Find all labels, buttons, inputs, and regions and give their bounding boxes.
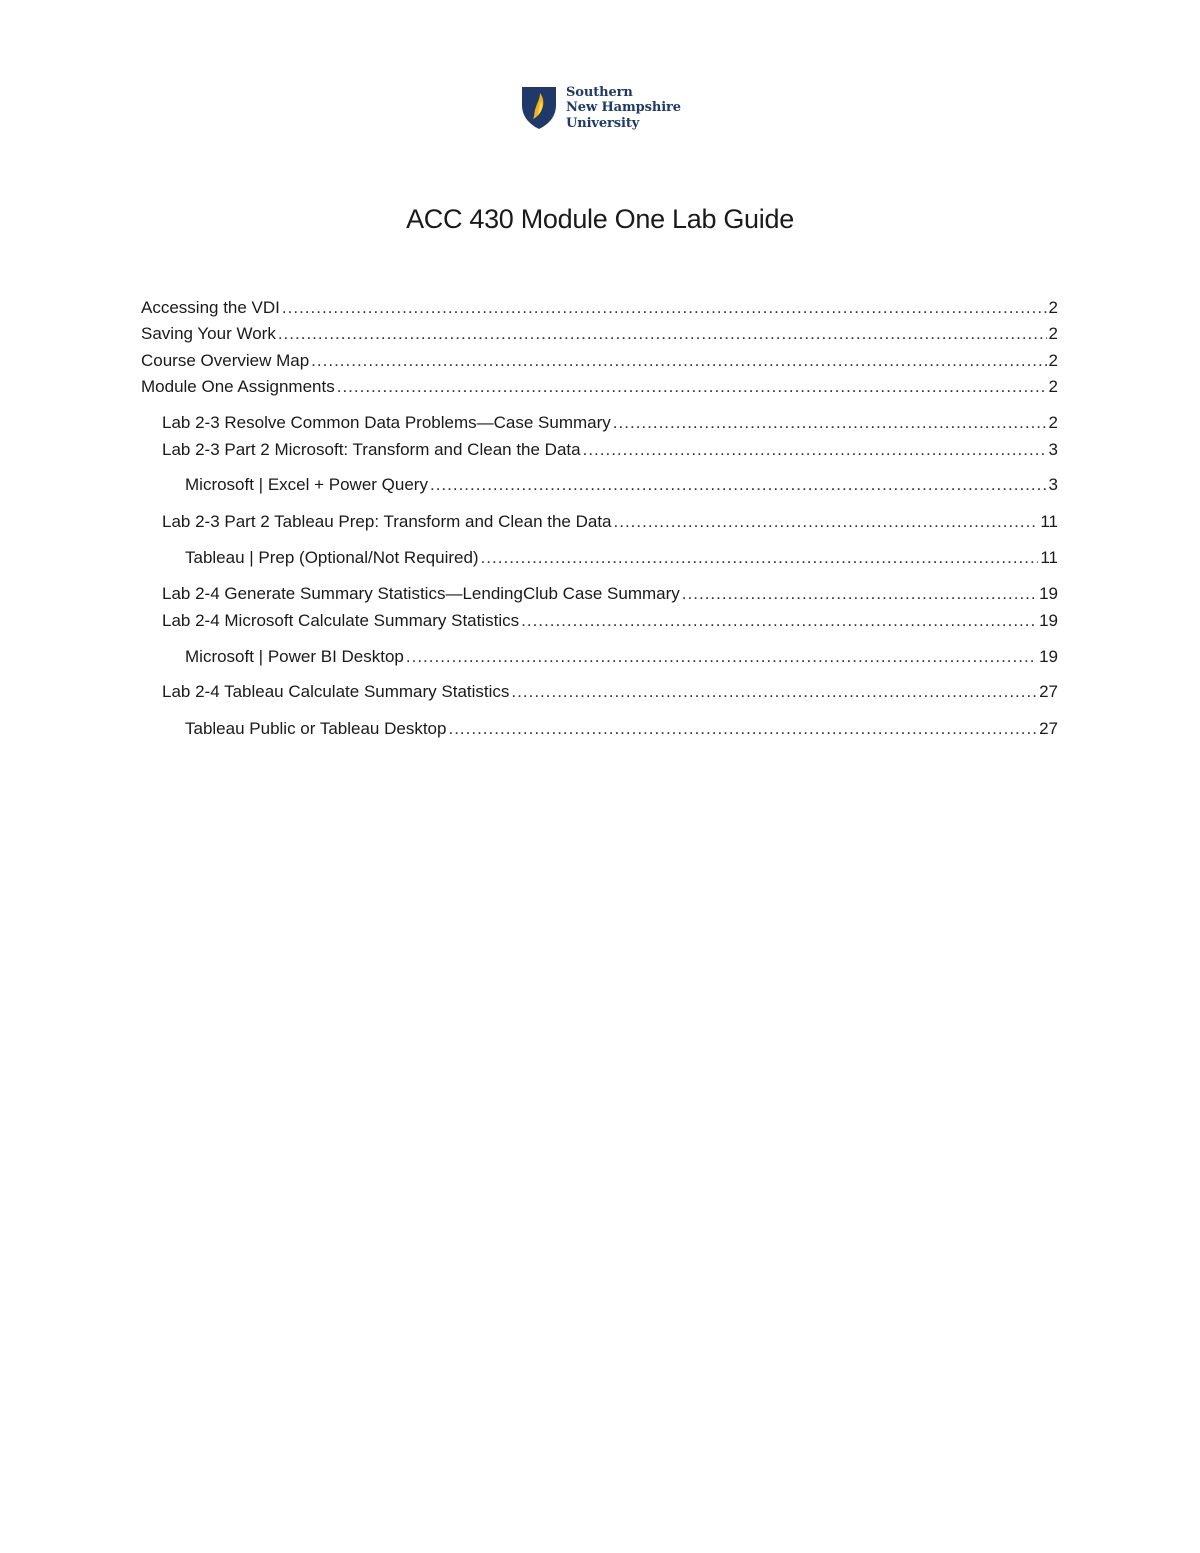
toc-leader-dots bbox=[337, 376, 1047, 398]
toc-entry-text: Module One Assignments bbox=[141, 377, 335, 396]
toc-leader-dots bbox=[278, 323, 1047, 345]
toc-entry[interactable] bbox=[162, 439, 1058, 461]
toc-entry[interactable] bbox=[162, 583, 1058, 605]
toc-entry[interactable] bbox=[185, 718, 1058, 740]
logo-wordmark bbox=[566, 85, 681, 132]
toc-entry-text: Lab 2-3 Part 2 Tableau Prep: Transform and Clean the Data bbox=[162, 512, 612, 531]
toc-page-number: 19 bbox=[1039, 584, 1058, 603]
toc-entry-text: Accessing the VDI bbox=[141, 298, 280, 317]
toc-entry-text: Microsoft | Power BI Desktop bbox=[185, 647, 404, 666]
toc-page-number: 27 bbox=[1039, 682, 1058, 701]
logo-line-3: University bbox=[566, 115, 640, 131]
logo-line-1: Southern bbox=[566, 84, 633, 100]
toc-entry[interactable] bbox=[185, 646, 1058, 668]
toc-leader-dots bbox=[583, 439, 1047, 461]
toc-leader-dots bbox=[613, 412, 1047, 434]
toc-entry[interactable] bbox=[162, 610, 1058, 632]
toc-page-number: 2 bbox=[1048, 324, 1058, 343]
logo-line-2: New Hampshire bbox=[566, 100, 681, 116]
toc-entry[interactable] bbox=[185, 474, 1058, 496]
toc-entry-text: Lab 2-4 Generate Summary Statistics—LendingClub Case Summary bbox=[162, 584, 680, 603]
toc-leader-dots bbox=[448, 718, 1037, 740]
toc-leader-dots bbox=[521, 610, 1037, 632]
toc-entry[interactable] bbox=[141, 376, 1058, 398]
toc-leader-dots bbox=[481, 547, 1039, 569]
toc-page-number: 2 bbox=[1048, 413, 1058, 432]
toc-page-number: 3 bbox=[1048, 475, 1058, 494]
toc-leader-dots bbox=[614, 511, 1039, 533]
toc-entry-text: Tableau Public or Tableau Desktop bbox=[185, 719, 447, 738]
toc-leader-dots bbox=[511, 681, 1037, 703]
toc-page-number: 2 bbox=[1048, 298, 1058, 317]
toc-entry[interactable] bbox=[185, 547, 1058, 569]
toc-entry[interactable] bbox=[162, 511, 1058, 533]
toc-page-number: 19 bbox=[1039, 647, 1058, 666]
toc-leader-dots bbox=[430, 474, 1047, 496]
toc-entry[interactable] bbox=[162, 412, 1058, 434]
toc-entry-text: Lab 2-4 Microsoft Calculate Summary Statistics bbox=[162, 611, 520, 630]
toc-entry[interactable] bbox=[162, 681, 1058, 703]
toc-entry[interactable] bbox=[141, 323, 1058, 345]
toc-entry[interactable] bbox=[141, 297, 1058, 319]
toc-page-number: 2 bbox=[1048, 377, 1058, 396]
toc-entry-text: Lab 2-3 Part 2 Microsoft: Transform and Clean the Data bbox=[162, 440, 581, 459]
toc-entry[interactable] bbox=[141, 350, 1058, 372]
toc-leader-dots bbox=[406, 646, 1037, 668]
university-logo bbox=[520, 84, 681, 132]
toc-leader-dots bbox=[311, 350, 1046, 372]
snhu-shield-flame-icon bbox=[520, 85, 558, 131]
toc-page-number: 3 bbox=[1048, 440, 1058, 459]
toc-leader-dots bbox=[682, 583, 1037, 605]
toc-leader-dots bbox=[282, 297, 1047, 319]
toc-page-number: 27 bbox=[1039, 719, 1058, 738]
toc-page-number: 19 bbox=[1039, 611, 1058, 630]
toc-page-number: 11 bbox=[1040, 548, 1058, 567]
toc-entry-text: Microsoft | Excel + Power Query bbox=[185, 475, 428, 494]
toc-entry-text: Saving Your Work bbox=[141, 324, 276, 343]
toc-page-number: 11 bbox=[1040, 512, 1058, 531]
toc-entry-text: Tableau | Prep (Optional/Not Required) bbox=[185, 548, 479, 567]
toc-entry-text: Lab 2-3 Resolve Common Data Problems—Case Summary bbox=[162, 413, 611, 432]
toc-page-number: 2 bbox=[1048, 351, 1058, 370]
toc-entry-text: Lab 2-4 Tableau Calculate Summary Statistics bbox=[162, 682, 510, 701]
document-title: ACC 430 Module One Lab Guide bbox=[406, 204, 794, 234]
toc-entry-text: Course Overview Map bbox=[141, 351, 310, 370]
